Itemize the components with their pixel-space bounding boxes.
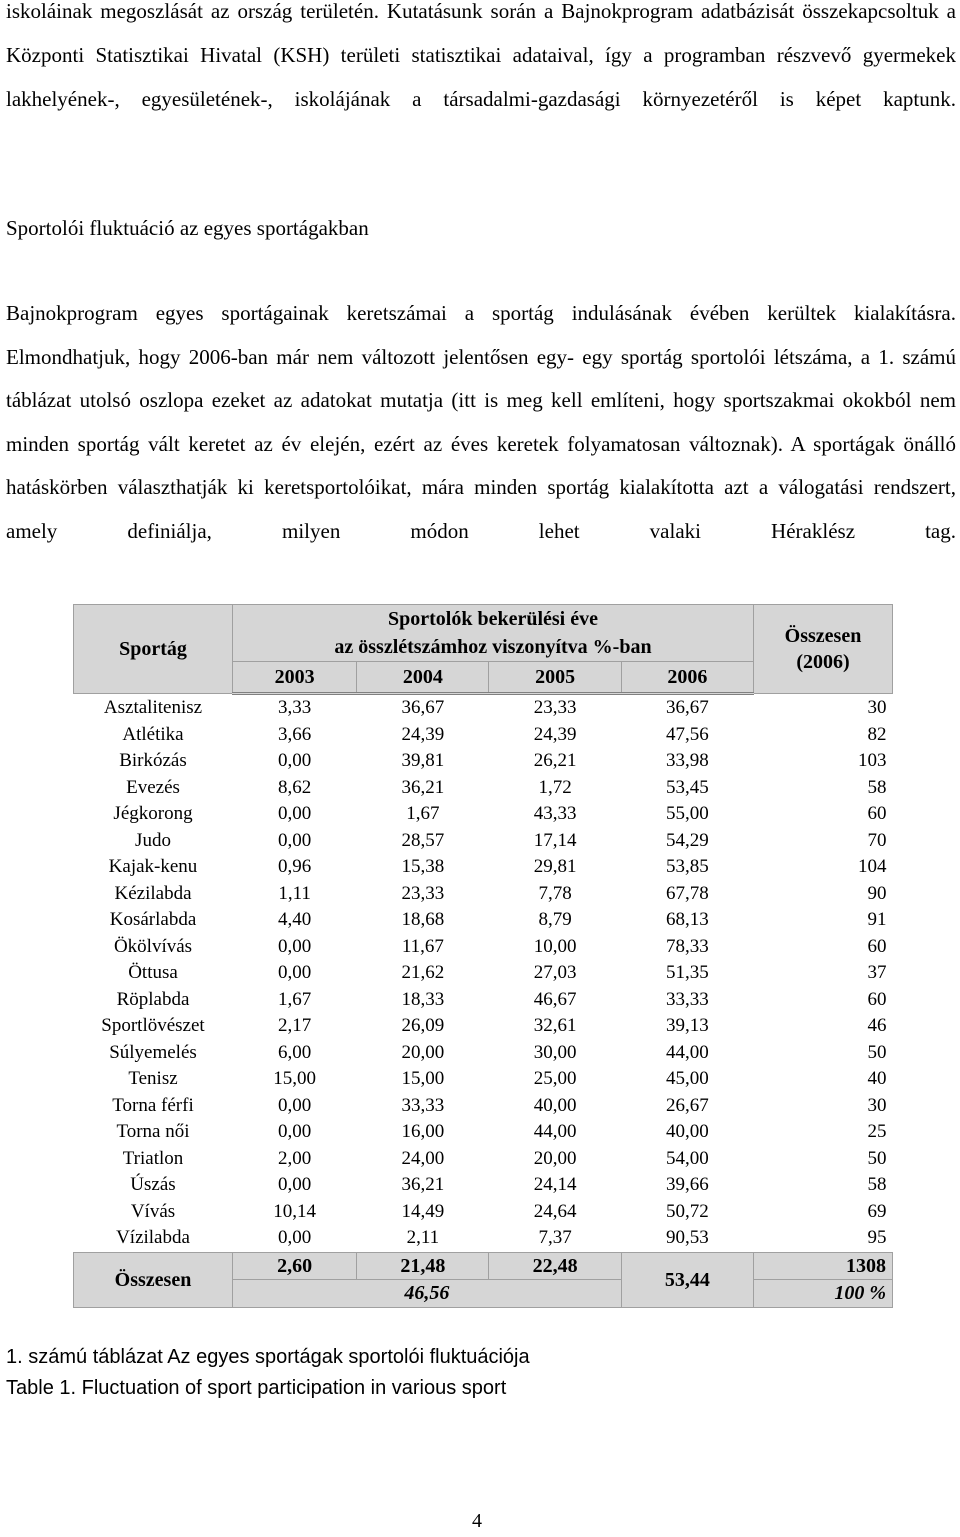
cell-total: 70 <box>867 829 887 851</box>
cell-2005: 30,00 <box>533 1041 577 1063</box>
cell-2006: 47,56 <box>665 723 709 745</box>
cell-sport: Öttusa <box>128 962 178 984</box>
cell-2005: 43,33 <box>533 803 577 825</box>
section-heading: Sportolói fluktuáció az egyes sportágakban <box>6 216 369 240</box>
cell-2006: 51,35 <box>665 962 709 984</box>
cell-total: 90 <box>867 882 887 904</box>
cell-total: 103 <box>858 750 887 772</box>
cell-2003: 0,00 <box>278 1094 312 1116</box>
cell-2004: 33,33 <box>401 1094 445 1116</box>
cell-2003: 0,00 <box>278 962 312 984</box>
table-row <box>74 801 893 828</box>
cell-2004: 36,21 <box>401 1174 445 1196</box>
cell-2004: 24,39 <box>401 723 445 745</box>
cell-2006: 53,85 <box>665 856 709 878</box>
cell-2003: 6,00 <box>278 1041 312 1063</box>
cell-2004: 1,67 <box>406 803 440 825</box>
cell-2005: 32,61 <box>533 1015 577 1037</box>
cell-2004: 23,33 <box>401 882 445 904</box>
footer-2003: 2,60 <box>233 1252 357 1280</box>
cell-2003: 2,17 <box>278 1015 312 1037</box>
cell-2004: 36,21 <box>401 776 445 798</box>
cell-sport: Röplabda <box>116 988 190 1010</box>
cell-2005: 26,21 <box>533 750 577 772</box>
cell-2003: 4,40 <box>278 909 312 931</box>
col-header-group <box>233 605 754 662</box>
intro-paragraph: iskoláinak megoszlását az ország területén. Kutatásunk során a Bajnokprogram adatbázisát összekapcsoltuk a Központi Statisztikai Hivatal (KSH) területi statisztikai adataival, így a programban részvevő gyermekek lakhelyének-, egyesületének-, iskolájának a társadalmi-gazdasági környezetéről is képet kaptunk. <box>6 0 956 111</box>
cell-2003: 1,67 <box>278 988 312 1010</box>
cell-sport: Jégkorong <box>113 803 193 825</box>
table-row <box>74 1225 893 1252</box>
cell-2006: 33,98 <box>665 750 709 772</box>
cell-2006: 26,67 <box>665 1094 709 1116</box>
cell-2005: 40,00 <box>533 1094 577 1116</box>
cell-2005: 25,00 <box>533 1068 577 1090</box>
table-row <box>74 1066 893 1093</box>
cell-sport: Evezés <box>126 776 180 798</box>
group-header-line2: az összlétszámhoz viszonyítva %-ban <box>334 636 652 658</box>
cell-2005: 46,67 <box>533 988 577 1010</box>
cell-2003: 0,96 <box>278 856 312 878</box>
page-number: 4 <box>472 1510 482 1532</box>
cell-2004: 18,68 <box>401 909 445 931</box>
cell-2004: 24,00 <box>401 1147 445 1169</box>
cell-2006: 44,00 <box>665 1041 709 1063</box>
cell-sport: Torna férfi <box>112 1094 194 1116</box>
cell-2003: 1,11 <box>278 882 311 904</box>
cell-total: 91 <box>867 909 887 931</box>
cell-2005: 44,00 <box>533 1121 577 1143</box>
total-header-line2: (2006) <box>796 651 850 673</box>
table-row <box>74 1040 893 1067</box>
fluctuation-table <box>73 604 893 1308</box>
cell-2006: 39,66 <box>665 1174 709 1196</box>
table-row <box>74 934 893 961</box>
table-row <box>74 907 893 934</box>
table-caption <box>6 1342 530 1404</box>
col-header-year: 2004 <box>357 662 489 694</box>
cell-total: 60 <box>867 803 887 825</box>
cell-2006: 54,29 <box>665 829 709 851</box>
cell-2005: 23,33 <box>533 697 577 719</box>
cell-2003: 0,00 <box>278 1121 312 1143</box>
cell-total: 58 <box>867 1174 887 1196</box>
col-header-sport: Sportág <box>74 605 233 694</box>
cell-total: 82 <box>867 723 887 745</box>
cell-2006: 67,78 <box>665 882 709 904</box>
cell-2006: 53,45 <box>665 776 709 798</box>
cell-2005: 1,72 <box>538 776 572 798</box>
cell-total: 104 <box>858 856 887 878</box>
cell-2005: 24,14 <box>533 1174 577 1196</box>
total-header-line1: Összesen <box>784 625 862 647</box>
table-row <box>74 881 893 908</box>
cell-2003: 3,66 <box>278 723 312 745</box>
cell-total: 30 <box>867 1094 887 1116</box>
cell-total: 30 <box>867 696 887 718</box>
cell-2003: 0,00 <box>278 1227 312 1249</box>
table-row <box>74 722 893 749</box>
cell-sport: Kosárlabda <box>109 909 197 931</box>
cell-2006: 33,33 <box>665 988 709 1010</box>
group-header-line1: Sportolók bekerülési éve <box>388 608 598 630</box>
cell-2003: 2,00 <box>278 1147 312 1169</box>
cell-sport: Kajak-kenu <box>108 856 198 878</box>
cell-2006: 78,33 <box>665 935 709 957</box>
cell-2003: 0,00 <box>278 1174 312 1196</box>
footer-sub-total: 100 % <box>754 1280 893 1308</box>
cell-2006: 50,72 <box>665 1200 709 1222</box>
footer-sub-2003-2005: 46,56 <box>233 1280 622 1308</box>
table-row <box>74 1119 893 1146</box>
cell-2006: 39,13 <box>665 1015 709 1037</box>
cell-2006: 36,67 <box>665 697 709 719</box>
cell-sport: Judo <box>135 829 171 851</box>
body-paragraph: Bajnokprogram egyes sportágainak keretszámai a sportág indulásának évében kerültek kialakításra. Elmondhatjuk, hogy 2006-ban már nem változott jelentősen egy- egy sportág sportolói létszáma, a 1. számú táblázat utolsó oszlopa ezeket az adatokat mutatja (itt is meg kell említeni, hogy sportszakmai okokból nem minden sportág vált keretet az év elején, ezért az éves keretek folyamatosan változnak). A sportágak önálló hatáskörben választhatják ki keretsportolóikat, mára minden sportág kialakította azt a válogatási rendszert, amely definiálja, milyen módon lehet valaki Héraklész tag. <box>6 301 956 543</box>
col-header-year: 2006 <box>621 662 753 694</box>
footer-label: Összesen <box>74 1252 233 1307</box>
cell-2006: 45,00 <box>665 1068 709 1090</box>
cell-2004: 14,49 <box>401 1200 445 1222</box>
cell-sport: Tenisz <box>128 1068 178 1090</box>
cell-2005: 29,81 <box>533 856 577 878</box>
table-row <box>74 1199 893 1226</box>
cell-sport: Vívás <box>130 1200 176 1222</box>
footer-total: 1308 <box>754 1252 893 1280</box>
cell-2004: 21,62 <box>401 962 445 984</box>
cell-2004: 18,33 <box>401 988 445 1010</box>
cell-2003: 10,14 <box>273 1200 316 1222</box>
cell-sport: Sportlövészet <box>101 1015 205 1037</box>
cell-total: 69 <box>867 1200 887 1222</box>
table-row <box>74 748 893 775</box>
cell-2005: 20,00 <box>533 1147 577 1169</box>
table-row <box>74 828 893 855</box>
cell-2005: 10,00 <box>533 935 577 957</box>
table-row <box>74 987 893 1014</box>
footer-2005: 22,48 <box>489 1252 621 1280</box>
cell-2003: 15,00 <box>273 1068 316 1090</box>
cell-2006: 40,00 <box>665 1121 709 1143</box>
cell-2005: 8,79 <box>538 909 572 931</box>
cell-sport: Vízilabda <box>116 1227 190 1249</box>
caption-hungarian: 1. számú táblázat Az egyes sportágak sportolói fluktuációja <box>6 1346 530 1368</box>
cell-2004: 26,09 <box>401 1015 445 1037</box>
cell-2005: 24,39 <box>533 723 577 745</box>
cell-sport: Torna női <box>116 1121 190 1143</box>
table-row <box>74 694 893 722</box>
cell-total: 25 <box>867 1121 887 1143</box>
cell-2006: 55,00 <box>665 803 709 825</box>
cell-sport: Súlyemelés <box>109 1041 197 1063</box>
col-header-year: 2005 <box>489 662 621 694</box>
cell-2004: 15,38 <box>401 856 445 878</box>
table-row <box>74 775 893 802</box>
table-row <box>74 1172 893 1199</box>
table-body <box>74 694 893 1253</box>
cell-2004: 16,00 <box>401 1121 445 1143</box>
cell-sport: Birkózás <box>119 750 187 772</box>
cell-sport: Kézilabda <box>114 882 192 904</box>
footer-2004: 21,48 <box>357 1252 489 1280</box>
cell-2004: 39,81 <box>401 750 445 772</box>
cell-2005: 27,03 <box>533 962 577 984</box>
cell-2004: 11,67 <box>401 935 444 957</box>
cell-2005: 7,37 <box>538 1227 572 1249</box>
cell-total: 60 <box>867 935 887 957</box>
cell-2006: 90,53 <box>665 1227 709 1249</box>
cell-2004: 2,11 <box>406 1227 440 1249</box>
cell-2006: 68,13 <box>665 909 709 931</box>
document-page <box>6 0 956 1399</box>
cell-2004: 28,57 <box>401 829 445 851</box>
cell-total: 60 <box>867 988 887 1010</box>
cell-total: 37 <box>867 962 887 984</box>
cell-total: 58 <box>867 776 887 798</box>
cell-2003: 0,00 <box>278 935 312 957</box>
table-row <box>74 854 893 881</box>
table-row <box>74 960 893 987</box>
cell-total: 95 <box>867 1227 887 1249</box>
table-row <box>74 1146 893 1173</box>
cell-sport: Atlétika <box>122 723 184 745</box>
cell-2004: 15,00 <box>401 1068 445 1090</box>
caption-english: Table 1. Fluctuation of sport participation in various sport <box>6 1377 507 1399</box>
table-row <box>74 1013 893 1040</box>
cell-2003: 0,00 <box>278 750 312 772</box>
col-header-total <box>754 605 893 694</box>
cell-total: 50 <box>867 1041 887 1063</box>
cell-2005: 17,14 <box>533 829 577 851</box>
cell-2004: 36,67 <box>401 697 445 719</box>
cell-2003: 0,00 <box>278 829 312 851</box>
cell-total: 40 <box>867 1068 887 1090</box>
cell-sport: Ökölvívás <box>113 935 193 957</box>
cell-total: 50 <box>867 1147 887 1169</box>
cell-2006: 54,00 <box>665 1147 709 1169</box>
cell-2004: 20,00 <box>401 1041 445 1063</box>
table-row <box>74 1093 893 1120</box>
cell-sport: Triatlon <box>122 1147 184 1169</box>
cell-total: 46 <box>867 1015 887 1037</box>
cell-2005: 24,64 <box>533 1200 577 1222</box>
cell-2005: 7,78 <box>538 882 572 904</box>
cell-2003: 8,62 <box>278 776 312 798</box>
cell-sport: Asztalitenisz <box>103 696 203 718</box>
footer-2006: 53,44 <box>621 1252 753 1307</box>
col-header-year: 2003 <box>233 662 357 694</box>
cell-sport: Úszás <box>130 1174 176 1196</box>
cell-2003: 0,00 <box>278 803 312 825</box>
cell-2003: 3,33 <box>278 697 312 719</box>
